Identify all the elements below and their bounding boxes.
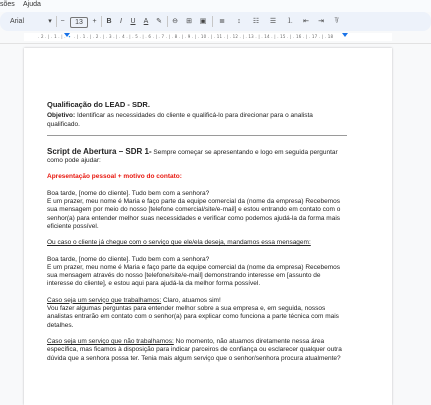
horizontal-rule: [47, 135, 347, 136]
checklist-icon[interactable]: ☷: [252, 18, 260, 25]
right-indent-marker[interactable]: [342, 33, 348, 37]
italic-button[interactable]: I: [120, 18, 122, 25]
menu-item-help[interactable]: Ajuda: [23, 1, 41, 8]
decrease-indent-icon[interactable]: ⇤: [303, 18, 309, 25]
case2-paragraph: [47, 297, 347, 305]
toolbar-divider: [56, 16, 57, 27]
numbered-list-icon[interactable]: ⒈: [286, 18, 294, 25]
formatting-toolbar: [0, 12, 431, 31]
comment-icon[interactable]: ⊞: [186, 18, 192, 25]
paragraph-greeting-1: Boa tarde, [nome do cliente]. Tudo bem com a senhora?: [47, 189, 210, 197]
paragraph-questions: Vou fazer algumas perguntas para entender melhor sobre a sua empresa e, em seguida, nossos analistas entrarão em contato com o senhor(a) para explicar como funciona a parte técnica com mais detalhes.: [47, 305, 339, 329]
paragraph-intro-1: E um prazer, meu nome é Maria e faço parte da equipe comercial da (nome da empresa) Recebemos sua mensagem por meio do nosso [telefone comercial/site/e-mail] e estou entrando em contato com o senhor(a) para entender melhor suas necessidades e verificar como podemos ajudá-la da forma mais eficiente possível.: [47, 198, 341, 230]
line-spacing-icon[interactable]: ↕: [237, 18, 241, 25]
menu-item-extensions[interactable]: sões: [0, 1, 15, 8]
doc-title: Qualificação do LEAD - SDR.: [47, 100, 150, 109]
case2-text: Claro, atuamos sim!: [161, 296, 221, 304]
link-icon[interactable]: ⊖: [172, 18, 178, 25]
script-intro-paragraph: [47, 148, 347, 166]
toolbar-divider: [101, 16, 102, 27]
text-color-button[interactable]: A: [143, 18, 149, 25]
image-icon[interactable]: ▣: [199, 18, 207, 25]
font-size-input[interactable]: 13: [70, 17, 88, 28]
case3-paragraph: [47, 338, 347, 363]
objective-label: Objetivo:: [47, 112, 76, 120]
bulleted-list-icon[interactable]: ☰: [269, 18, 277, 25]
decrease-font-size-button[interactable]: −: [60, 18, 65, 25]
case3-text: No momento, não atuamos diretamente nessa área específica, mas ficamos à disposição para indicar parceiros de confiança ou esclarecer qualquer outra dúvida que a senhora possa ter. Tenia mais algum serviço que o senhor/senhora procura atualmente?: [47, 337, 342, 362]
toolbar-divider: [212, 16, 213, 27]
underline-button[interactable]: U: [130, 18, 136, 25]
case3-label: Caso seja um serviço que não trabalhamos:: [47, 337, 174, 345]
chevron-down-icon[interactable]: ▾: [48, 18, 52, 25]
clear-formatting-icon[interactable]: ᵀ̸: [334, 18, 338, 25]
case2-label: Caso seja um serviço que trabalhamos:: [47, 296, 162, 304]
script-intro: Sempre começar se apresentando e logo em seguida perguntar como pode ajudar:: [47, 148, 338, 165]
bold-button[interactable]: B: [106, 18, 112, 25]
script-title: Script de Abertura – SDR 1-: [47, 146, 152, 156]
font-family-select[interactable]: [10, 16, 44, 27]
increase-indent-icon[interactable]: ⇥: [318, 18, 324, 25]
objective-text: Identificar as necessidades do cliente e qualificá-lo para direcionar para o analista qualificado.: [47, 112, 313, 128]
paragraph-intro-2: E um prazer, meu nome é Maria e faço parte da equipe comercial da (nome da empresa) Recebemos sua mensagem através do nosso [telefone/site/e-mail] demonstrando interesse em [assunto de interesse do cliente], e estou aqui para ajudá-la da melhor forma possível.: [47, 263, 341, 288]
ruler-numbers: . 2 . | . 1 . | . 🔹 . | . 1 . | . 2 . | . 3 . | . 4 . | . 5 . | . 6 . | . 7 . | . 8 . | . 9 . | . 10 . | . 11 . | . 12 . | . 13 . | . 14 . | . 15 . | . 16 . | . 17 . | . 18: [38, 34, 334, 39]
align-icon[interactable]: ≣: [219, 18, 225, 25]
increase-font-size-button[interactable]: +: [92, 18, 97, 25]
left-indent-marker[interactable]: [64, 33, 70, 37]
paragraph-greeting-2: Boa tarde, [nome do cliente]. Tudo bem com a senhora?: [47, 255, 210, 263]
red-heading: Apresentação pessoal + motivo do contato:: [47, 173, 182, 181]
menu-bar: [0, 0, 431, 12]
toolbar-divider: [167, 16, 168, 27]
document-body[interactable]: [47, 51, 347, 363]
highlight-icon[interactable]: ✎: [156, 18, 162, 25]
case1-heading: Ou caso o cliente já chegue com o serviço que ele/ela deseja, mandamos essa mensagem:: [47, 239, 311, 247]
ruler[interactable]: [0, 31, 431, 44]
objective-paragraph: [47, 112, 347, 129]
font-family-value: Arial: [10, 18, 25, 25]
